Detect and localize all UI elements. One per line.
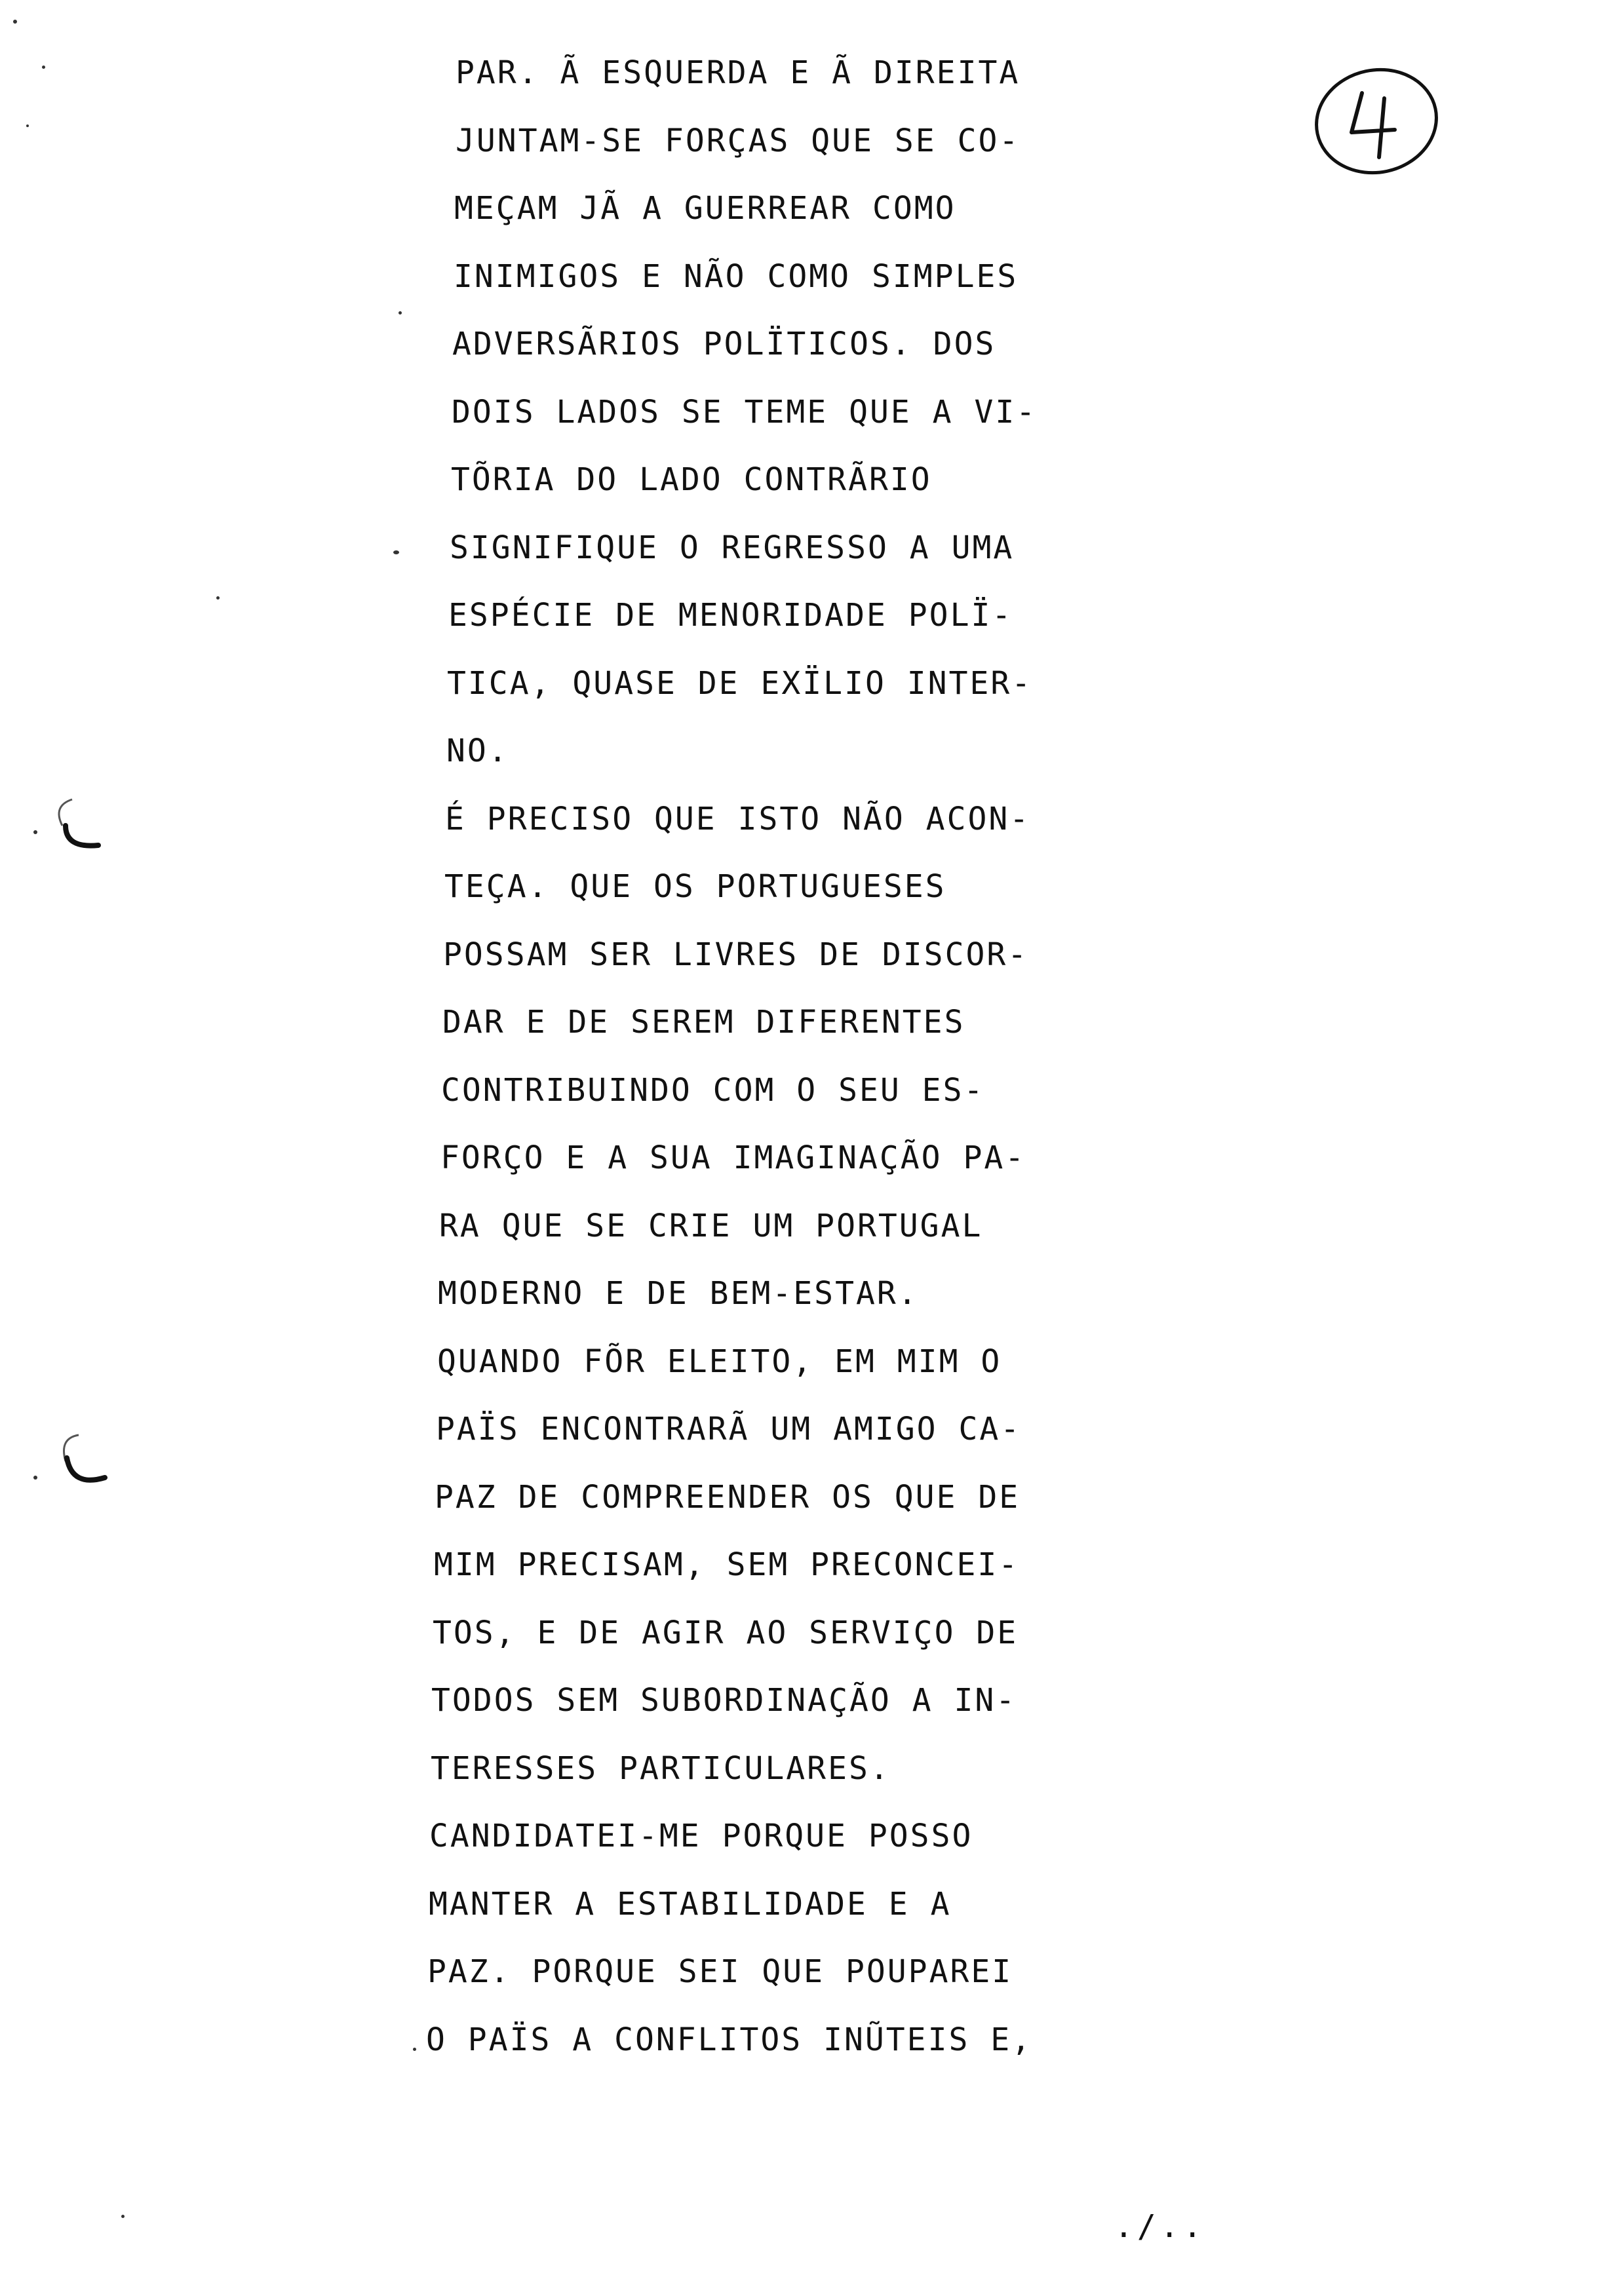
text-line: TÕRIA DO LADO CONTRÃRIO (451, 461, 932, 498)
page-number-text: 4 (1311, 59, 1312, 60)
text-line: DOIS LADOS SE TEME QUE A VI- (452, 393, 1038, 430)
text-line: PAR. Ã ESQUERDA E Ã DIREITA (456, 54, 1021, 91)
continuation-mark: ./.. (1114, 2208, 1206, 2245)
text-line: É PRECISO QUE ISTO NÃO ACON- (445, 800, 1031, 837)
text-line: MIM PRECISAM, SEM PRECONCEI- (434, 1546, 1020, 1583)
text-line: TEÇA. QUE OS PORTUGUESES (444, 868, 946, 905)
text-line: MANTER A ESTABILIDADE E A (429, 1885, 952, 1923)
text-line: CONTRIBUINDO COM O SEU ES- (441, 1071, 985, 1109)
text-line: JUNTAM-SE FORÇAS QUE SE CO- (456, 122, 1021, 159)
text-line: RA QUE SE CRIE UM PORTUGAL (439, 1207, 983, 1244)
text-line: ESPÉCIE DE MENORIDADE POLÏ- (448, 597, 1013, 634)
scan-speck (393, 550, 399, 554)
text-line: MODERNO E DE BEM-ESTAR. (438, 1275, 919, 1312)
text-line: INIMIGOS E NÃO COMO SIMPLES (454, 258, 1019, 295)
scan-speck (216, 596, 220, 600)
text-line: TODOS SEM SUBORDINAÇÃO A IN- (431, 1682, 1017, 1719)
scan-speck (121, 2215, 125, 2218)
text-line: FORÇO E A SUA IMAGINAÇÃO PA- (440, 1139, 1026, 1176)
scan-speck (26, 124, 29, 127)
punch-hole-mark-lower (26, 1422, 118, 1527)
body-text (406, 39, 1062, 2074)
text-line: ADVERSÃRIOS POLÏTICOS. DOS (452, 326, 996, 362)
text-line: TICA, QUASE DE EXÏLIO INTER- (447, 664, 1033, 702)
text-line: CANDIDATEI-ME PORQUE POSSO (429, 1818, 973, 1854)
scan-speck (42, 66, 45, 69)
scan-speck (13, 20, 17, 24)
text-line: QUANDO FÕR ELEITO, EM MIM O (437, 1343, 1002, 1380)
text-line: O PAÏS A CONFLITOS INŨTEIS E, (426, 2021, 1033, 2058)
text-line: TERESSES PARTICULARES. (431, 1750, 891, 1787)
text-line: POSSAM SER LIVRES DE DISCOR- (443, 936, 1029, 973)
page-number-circle (1311, 59, 1442, 177)
text-line: PAÏS ENCONTRARÃ UM AMIGO CA- (436, 1411, 1022, 1447)
text-line: MEÇAM JÃ A GUERREAR COMO (454, 190, 956, 227)
text-line: DAR E DE SEREM DIFERENTES (442, 1004, 965, 1041)
text-line: NO. (446, 733, 509, 769)
punch-hole-mark-upper (26, 786, 118, 891)
scan-speck (399, 311, 402, 315)
text-line: PAZ. PORQUE SEI QUE POUPAREI (427, 1953, 1013, 1990)
text-line: TOS, E DE AGIR AO SERVIÇO DE (433, 1614, 1019, 1651)
text-line: SIGNIFIQUE O REGRESSO A UMA (450, 529, 1015, 566)
text-line: PAZ DE COMPREENDER OS QUE DE (435, 1478, 1021, 1516)
